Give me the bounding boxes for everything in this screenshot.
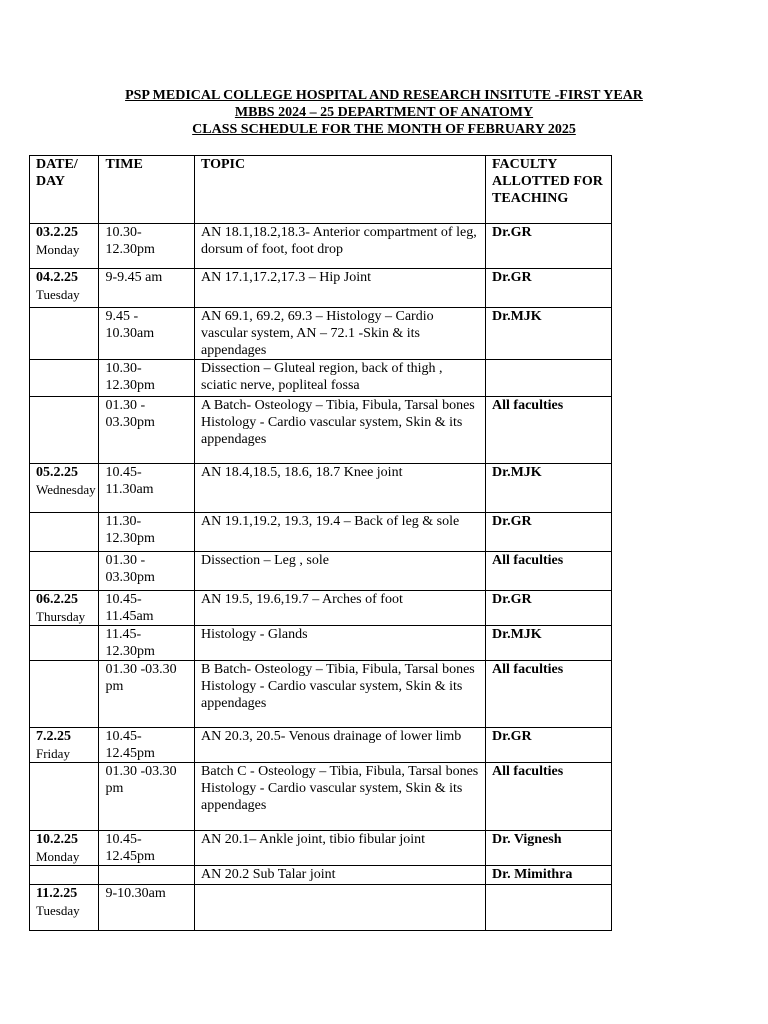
topic-line: AN 18.4,18.5, 18.6, 18.7 Knee joint [201, 465, 403, 480]
date-text: 05.2.25 [36, 465, 78, 480]
time-cell: 11.45-12.30pm [99, 626, 195, 661]
topic-cell [195, 397, 486, 464]
time-cell: 10.30-12.30pm [99, 360, 195, 397]
date-day-cell [30, 464, 99, 513]
time-cell [99, 866, 195, 885]
topic-line: Histology - Cardio vascular system, Skin & its appendages [201, 781, 463, 813]
topic-line: AN 20.1– Ankle joint, tibio fibular joint [201, 832, 426, 847]
date-text: 04.2.25 [36, 270, 78, 285]
faculty-cell: Dr.MJK [486, 626, 612, 661]
day-text: Monday [36, 242, 80, 257]
table-row [30, 397, 612, 464]
day-text: Tuesday [36, 287, 80, 302]
topic-cell [195, 464, 486, 513]
topic-line: AN 20.2 Sub Talar joint [201, 867, 336, 882]
time-cell: 11.30-12.30pm [99, 513, 195, 552]
schedule-table [29, 155, 612, 931]
day-text: Thursday [36, 609, 86, 624]
faculty-cell [486, 885, 612, 931]
topic-cell [195, 831, 486, 866]
topic-line: Histology - Cardio vascular system, Skin & its appendages [201, 415, 463, 447]
time-cell: 10.30-12.30pm [99, 224, 195, 269]
faculty-cell: All faculties [486, 763, 612, 831]
heading-line-2: MBBS 2024 – 25 DEPARTMENT OF ANATOMY [234, 105, 534, 120]
topic-cell [195, 661, 486, 728]
day-text: Tuesday [36, 903, 80, 918]
table-row [30, 763, 612, 831]
day-text: Wednesday [36, 482, 96, 497]
date-day-cell [30, 552, 99, 591]
table-row [30, 224, 612, 269]
faculty-cell: Dr.GR [486, 513, 612, 552]
faculty-cell: All faculties [486, 552, 612, 591]
date-day-cell [30, 885, 99, 931]
document-heading [60, 87, 708, 138]
time-cell: 9.45 - 10.30am [99, 308, 195, 360]
topic-cell [195, 360, 486, 397]
table-row [30, 885, 612, 931]
faculty-cell: Dr.GR [486, 224, 612, 269]
table-header-row [30, 156, 612, 224]
date-text: 7.2.25 [36, 729, 71, 744]
date-day-cell [30, 866, 99, 885]
time-cell: 10.45-12.45pm [99, 728, 195, 763]
time-cell: 9-9.45 am [99, 269, 195, 308]
table-row [30, 269, 612, 308]
topic-cell [195, 269, 486, 308]
table-row [30, 360, 612, 397]
date-day-cell [30, 360, 99, 397]
topic-cell [195, 224, 486, 269]
date-day-cell [30, 397, 99, 464]
date-day-cell [30, 513, 99, 552]
date-day-cell [30, 728, 99, 763]
date-day-cell [30, 831, 99, 866]
table-row [30, 661, 612, 728]
time-cell: 01.30 -03.30 pm [99, 763, 195, 831]
topic-cell [195, 885, 486, 931]
topic-line: Histology - Cardio vascular system, Skin & its appendages [201, 679, 463, 711]
topic-cell [195, 308, 486, 360]
topic-line: Batch C - Osteology – Tibia, Fibula, Tarsal bones [201, 764, 479, 779]
faculty-cell: Dr.GR [486, 591, 612, 626]
date-day-cell [30, 224, 99, 269]
date-text: 06.2.25 [36, 592, 78, 607]
topic-line: AN 19.5, 19.6,19.7 – Arches of foot [201, 592, 403, 607]
time-cell: 10.45-11.30am [99, 464, 195, 513]
day-text: Monday [36, 849, 80, 864]
topic-line: A Batch- Osteology – Tibia, Fibula, Tarsal bones [201, 398, 475, 413]
date-day-cell [30, 626, 99, 661]
faculty-cell: Dr.MJK [486, 464, 612, 513]
faculty-cell: All faculties [486, 397, 612, 464]
date-text: 03.2.25 [36, 225, 78, 240]
topic-line: Dissection – Leg , sole [201, 553, 329, 568]
topic-cell [195, 513, 486, 552]
topic-line: AN 20.3, 20.5- Venous drainage of lower limb [201, 729, 462, 744]
header-date-day: DATE/ DAY [30, 156, 99, 224]
table-row [30, 308, 612, 360]
table-row [30, 464, 612, 513]
faculty-cell: Dr.GR [486, 728, 612, 763]
topic-cell [195, 591, 486, 626]
time-cell: 01.30 -03.30 pm [99, 661, 195, 728]
time-cell: 01.30 - 03.30pm [99, 552, 195, 591]
topic-line: Histology - Glands [201, 627, 308, 642]
topic-line: B Batch- Osteology – Tibia, Fibula, Tarsal bones [201, 662, 475, 677]
faculty-cell: Dr. Mimithra [486, 866, 612, 885]
faculty-cell [486, 360, 612, 397]
topic-cell [195, 866, 486, 885]
schedule-table-body [30, 156, 612, 931]
day-text: Friday [36, 746, 70, 761]
time-cell: 01.30 - 03.30pm [99, 397, 195, 464]
table-row [30, 866, 612, 885]
time-cell: 9-10.30am [99, 885, 195, 931]
topic-line: Dissection – Gluteal region, back of thigh , sciatic nerve, popliteal fossa [201, 361, 443, 393]
date-day-cell [30, 763, 99, 831]
heading-line-1: PSP MEDICAL COLLEGE HOSPITAL AND RESEARCH INSITUTE -FIRST YEAR [125, 88, 643, 103]
table-row [30, 591, 612, 626]
table-row [30, 831, 612, 866]
table-row [30, 728, 612, 763]
table-row [30, 626, 612, 661]
topic-line: AN 18.1,18.2,18.3- Anterior compartment of leg, dorsum of foot, foot drop [201, 225, 477, 257]
time-cell: 10.45-11.45am [99, 591, 195, 626]
topic-line: AN 17.1,17.2,17.3 – Hip Joint [201, 270, 371, 285]
topic-line: AN 69.1, 69.2, 69.3 – Histology – Cardio vascular system, AN – 72.1 -Skin & its appendages [201, 309, 434, 358]
date-day-cell [30, 591, 99, 626]
header-topic: TOPIC [195, 156, 486, 224]
faculty-cell: Dr. Vignesh [486, 831, 612, 866]
faculty-cell: Dr.MJK [486, 308, 612, 360]
time-cell: 10.45-12.45pm [99, 831, 195, 866]
date-text: 11.2.25 [36, 886, 78, 901]
faculty-cell: Dr.GR [486, 269, 612, 308]
topic-cell [195, 728, 486, 763]
date-day-cell [30, 269, 99, 308]
table-row [30, 552, 612, 591]
date-day-cell [30, 661, 99, 728]
date-day-cell [30, 308, 99, 360]
date-text: 10.2.25 [36, 832, 78, 847]
topic-cell [195, 552, 486, 591]
topic-cell [195, 763, 486, 831]
heading-line-3: CLASS SCHEDULE FOR THE MONTH OF FEBRUARY 2025 [192, 122, 576, 137]
topic-cell [195, 626, 486, 661]
header-faculty: FACULTY ALLOTTED FOR TEACHING [486, 156, 612, 224]
faculty-cell: All faculties [486, 661, 612, 728]
header-time: TIME [99, 156, 195, 224]
table-row [30, 513, 612, 552]
topic-line: AN 19.1,19.2, 19.3, 19.4 – Back of leg & sole [201, 514, 460, 529]
